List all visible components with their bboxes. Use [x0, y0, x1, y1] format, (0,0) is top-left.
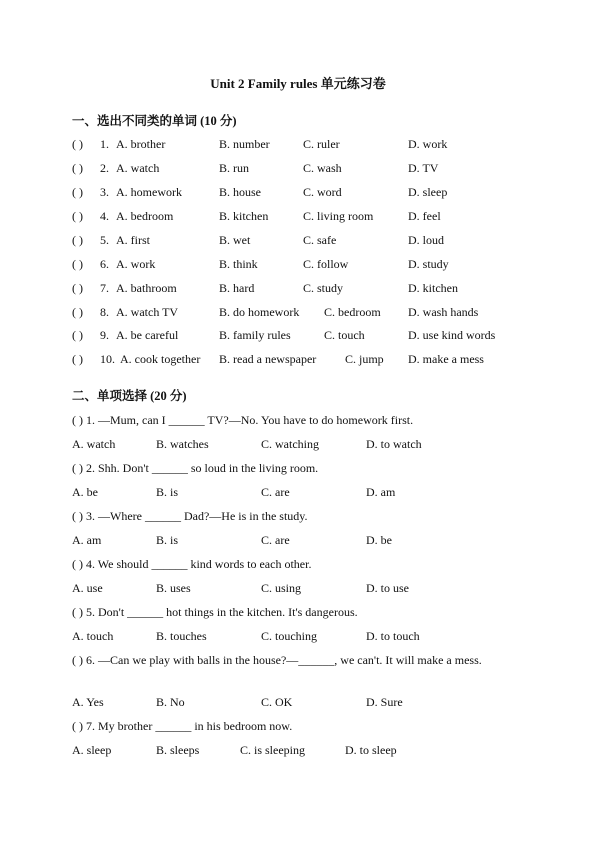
option-c: C. OK	[261, 695, 293, 709]
option-c: C. living room	[303, 209, 374, 223]
option-d: D. loud	[408, 233, 444, 247]
option-b: B. is	[156, 485, 179, 499]
option-c: C. bedroom	[324, 305, 381, 319]
option-b: B. No	[156, 695, 185, 709]
answer-paren[interactable]: ( )	[72, 161, 83, 175]
question-stem: ( ) 2. Shh. Don't ______ so loud in the living room.	[72, 461, 319, 475]
option-a: A. watch	[72, 437, 116, 451]
item-number: 4.	[100, 209, 109, 223]
item-number: 5.	[100, 233, 109, 247]
item-number: 8.	[100, 305, 109, 319]
option-c: C. study	[303, 281, 344, 295]
option-d: D. to sleep	[345, 743, 397, 757]
option-c: C. wash	[303, 161, 342, 175]
item-number: 1.	[100, 137, 109, 151]
option-b: B. house	[219, 185, 261, 199]
item-number: 10.	[100, 352, 115, 366]
answer-paren[interactable]: ( )	[72, 305, 83, 319]
question-stem: ( ) 5. Don't ______ hot things in the kitchen. It's dangerous.	[72, 605, 358, 619]
question-stem: ( ) 1. —Mum, can I ______ TV?—No. You have to do homework first.	[72, 413, 414, 427]
option-a: A. Yes	[72, 695, 104, 709]
option-c: C. are	[261, 533, 290, 547]
answer-paren[interactable]: ( )	[72, 185, 83, 199]
option-c: C. is sleeping	[240, 743, 305, 757]
option-a: A. first	[116, 233, 150, 247]
section-2-heading: 二、单项选择 (20 分)	[72, 389, 187, 403]
option-b: B. uses	[156, 581, 191, 595]
option-a: A. bathroom	[116, 281, 177, 295]
option-b: B. number	[219, 137, 270, 151]
option-d: D. Sure	[366, 695, 403, 709]
question-stem: ( ) 7. My brother ______ in his bedroom now.	[72, 719, 293, 733]
option-a: A. watch TV	[116, 305, 179, 319]
option-d: D. wash hands	[408, 305, 479, 319]
option-b: B. sleeps	[156, 743, 200, 757]
option-a: A. work	[116, 257, 156, 271]
option-d: D. work	[408, 137, 448, 151]
item-number: 7.	[100, 281, 109, 295]
option-c: C. touching	[261, 629, 317, 643]
option-c: C. using	[261, 581, 302, 595]
option-b: B. is	[156, 533, 179, 547]
option-a: A. be careful	[116, 328, 179, 342]
answer-paren[interactable]: ( )	[72, 209, 83, 223]
option-c: C. watching	[261, 437, 319, 451]
option-a: A. am	[72, 533, 102, 547]
option-d: D. to watch	[366, 437, 422, 451]
option-c: C. safe	[303, 233, 337, 247]
option-c: C. word	[303, 185, 342, 199]
option-b: B. family rules	[219, 328, 291, 342]
answer-paren[interactable]: ( )	[72, 328, 83, 342]
option-b: B. touches	[156, 629, 207, 643]
option-c: C. touch	[324, 328, 365, 342]
option-b: B. read a newspaper	[219, 352, 317, 366]
option-b: B. kitchen	[219, 209, 269, 223]
option-d: D. sleep	[408, 185, 448, 199]
option-a: A. watch	[116, 161, 160, 175]
option-a: A. homework	[116, 185, 182, 199]
item-number: 3.	[100, 185, 109, 199]
option-d: D. study	[408, 257, 449, 271]
option-d: D. feel	[408, 209, 441, 223]
question-stem: ( ) 3. —Where ______ Dad?—He is in the study.	[72, 509, 308, 523]
option-d: D. to use	[366, 581, 409, 595]
option-b: B. hard	[219, 281, 255, 295]
question-stem: ( ) 4. We should ______ kind words to each other.	[72, 557, 312, 571]
option-c: C. follow	[303, 257, 349, 271]
option-a: A. cook together	[120, 352, 201, 366]
option-d: D. kitchen	[408, 281, 458, 295]
option-d: D. am	[366, 485, 396, 499]
answer-paren[interactable]: ( )	[72, 352, 83, 366]
option-b: B. wet	[219, 233, 251, 247]
item-number: 2.	[100, 161, 109, 175]
option-c: C. are	[261, 485, 290, 499]
option-b: B. watches	[156, 437, 209, 451]
option-c: C. ruler	[303, 137, 340, 151]
option-d: D. make a mess	[408, 352, 484, 366]
option-a: A. touch	[72, 629, 114, 643]
question-stem: ( ) 6. —Can we play with balls in the house?—______, we can't. It will make a mess.	[72, 653, 482, 667]
section-1-heading: 一、选出不同类的单词 (10 分)	[72, 114, 237, 128]
answer-paren[interactable]: ( )	[72, 281, 83, 295]
item-number: 6.	[100, 257, 109, 271]
answer-paren[interactable]: ( )	[72, 257, 83, 271]
option-b: B. run	[219, 161, 249, 175]
answer-paren[interactable]: ( )	[72, 233, 83, 247]
option-c: C. jump	[345, 352, 384, 366]
page-title: Unit 2 Family rules 单元练习卷	[210, 76, 386, 91]
option-a: A. brother	[116, 137, 166, 151]
option-d: D. use kind words	[408, 328, 496, 342]
option-b: B. think	[219, 257, 258, 271]
option-d: D. to touch	[366, 629, 420, 643]
answer-paren[interactable]: ( )	[72, 137, 83, 151]
option-a: A. sleep	[72, 743, 112, 757]
option-a: A. be	[72, 485, 98, 499]
item-number: 9.	[100, 328, 109, 342]
option-b: B. do homework	[219, 305, 300, 319]
option-d: D. be	[366, 533, 392, 547]
option-a: A. use	[72, 581, 103, 595]
option-a: A. bedroom	[116, 209, 174, 223]
option-d: D. TV	[408, 161, 439, 175]
